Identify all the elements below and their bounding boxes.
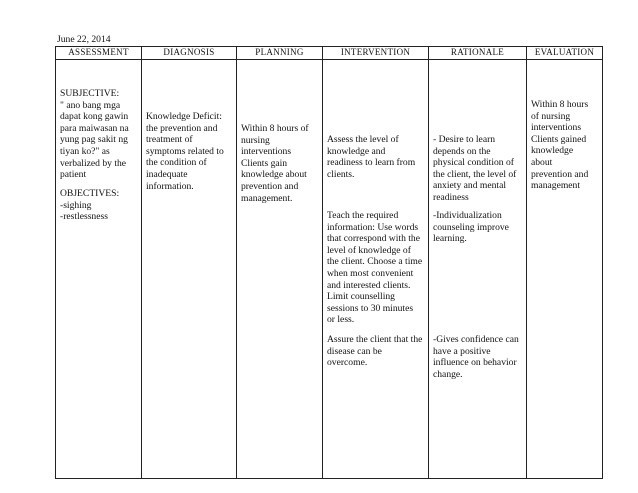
intervention-line: Teach the required [327, 210, 399, 221]
header-assessment: ASSESSMENT [56, 47, 142, 60]
planning-line: Within 8 hours of [241, 123, 309, 134]
subjective-line: yung pag sakit ng [60, 134, 128, 146]
diagnosis-line: information. [146, 180, 194, 192]
planning-line: Clients gain [241, 157, 288, 169]
objective-block [60, 188, 137, 223]
planning-line: management. [241, 192, 293, 204]
rationale-line: anxiety and mental [433, 180, 506, 192]
intervention-line: clients. [327, 168, 355, 180]
rationale-line: counseling improve [433, 221, 509, 233]
diagnosis-cell [142, 60, 237, 479]
subjective-label: SUBJECTIVE: [60, 88, 120, 99]
rationale-line: have a positive [433, 345, 491, 357]
diagnosis-line: treatment of [146, 134, 193, 146]
rationale-block-desire [433, 134, 522, 204]
intervention-cell [323, 60, 429, 479]
rationale-line: readiness [433, 191, 469, 203]
evaluation-line: knowledge [531, 145, 574, 157]
intervention-line: and interested clients. [327, 279, 411, 291]
diagnosis-line: the prevention and [146, 122, 218, 134]
rationale-line: - Desire to learn [433, 134, 496, 145]
intervention-line: readiness to learn from [327, 157, 416, 169]
planning-line: prevention and [241, 180, 299, 192]
intervention-line: the client. Choose a time [327, 256, 423, 268]
diagnosis-line: the condition of [146, 157, 207, 169]
assessment-cell [56, 60, 142, 479]
evaluation-line: Within 8 hours [531, 99, 589, 110]
subjective-block [60, 88, 137, 181]
evaluation-line: about [531, 156, 553, 168]
planning-line: knowledge about [241, 169, 307, 181]
document-date: June 22, 2014 [57, 34, 111, 45]
diagnosis-line: symptoms related to [146, 145, 224, 157]
header-diagnosis: DIAGNOSIS [142, 47, 237, 60]
rationale-line: learning. [433, 233, 467, 245]
intervention-block-assure [327, 334, 424, 369]
subjective-line: tiyan ko?" as [60, 145, 110, 157]
intervention-line: Assure the client that the [327, 334, 423, 345]
header-row [56, 47, 603, 60]
rationale-block-individualization [433, 210, 522, 245]
header-evaluation: EVALUATION [527, 47, 603, 60]
intervention-line: disease can be [327, 345, 382, 357]
rationale-line: depends on the [433, 145, 491, 157]
intervention-block-assess [327, 134, 424, 180]
objective-line: -sighing [60, 199, 92, 211]
rationale-line: physical condition of [433, 157, 514, 169]
intervention-line: knowledge and [327, 145, 386, 157]
diagnosis-line: inadequate [146, 168, 188, 180]
intervention-line: sessions to 30 minutes [327, 302, 414, 314]
rationale-line: -Individualization [433, 210, 502, 221]
intervention-line: Limit counselling [327, 291, 395, 303]
intervention-line: information: Use words [327, 221, 419, 233]
header-planning: PLANNING [237, 47, 323, 60]
evaluation-line: management [531, 180, 581, 192]
rationale-block-confidence [433, 334, 522, 380]
header-intervention: INTERVENTION [323, 47, 429, 60]
rationale-line: influence on behavior [433, 357, 517, 369]
evaluation-line: interventions [531, 122, 582, 134]
rationale-line: the client, the level of [433, 168, 517, 180]
diagnosis-block [146, 111, 232, 192]
subjective-line: verbalized by the [60, 157, 127, 169]
subjective-line: para maiwasan na [60, 122, 129, 134]
intervention-line: overcome. [327, 357, 368, 369]
planning-line: nursing [241, 134, 270, 146]
intervention-line: that correspond with the [327, 233, 420, 245]
objective-label: OBJECTIVES: [60, 188, 120, 199]
nursing-care-plan-table [55, 46, 603, 479]
planning-line: interventions [241, 146, 292, 158]
intervention-line: or less. [327, 314, 355, 326]
evaluation-line: of nursing [531, 110, 571, 122]
evaluation-block [531, 99, 598, 192]
evaluation-cell [527, 60, 603, 479]
subjective-line: patient [60, 169, 87, 181]
planning-cell [237, 60, 323, 479]
intervention-block-teach [327, 210, 424, 326]
intervention-line: level of knowledge of [327, 244, 411, 256]
rationale-line: change. [433, 368, 463, 380]
evaluation-line: prevention and [531, 168, 589, 180]
intervention-line: when most convenient [327, 267, 414, 279]
evaluation-line: Clients gained [531, 133, 587, 145]
subjective-line: " ano bang mga [60, 99, 121, 111]
intervention-line: Assess the level of [327, 134, 399, 145]
rationale-cell [429, 60, 527, 479]
planning-block [241, 123, 318, 204]
diagnosis-line: Knowledge Deficit: [146, 111, 222, 122]
table-row [56, 60, 603, 479]
objective-line: -restlessness [60, 211, 108, 223]
rationale-line: -Gives confidence can [433, 334, 519, 345]
header-rationale: RATIONALE [429, 47, 527, 60]
subjective-line: dapat kong gawin [60, 111, 129, 123]
